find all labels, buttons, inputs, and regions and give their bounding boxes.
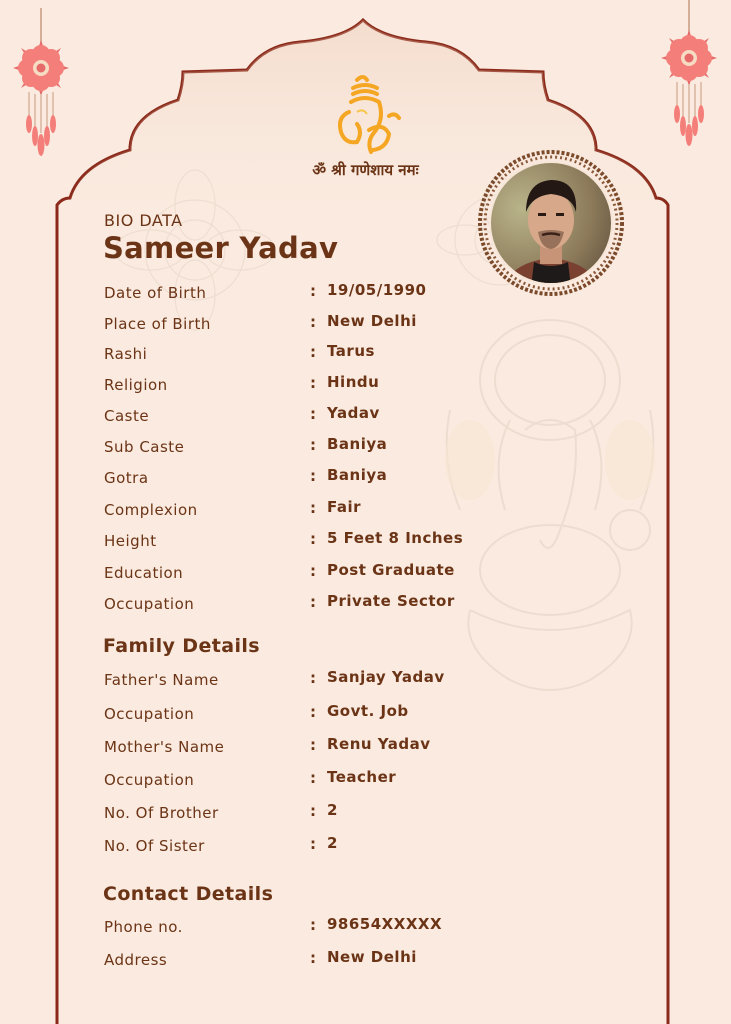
detail-label: Father's Name — [104, 671, 219, 689]
separator: : — [310, 769, 316, 787]
separator: : — [310, 499, 316, 517]
detail-value: Baniya — [327, 435, 388, 453]
detail-label: Rashi — [104, 345, 148, 363]
detail-value: 98654XXXXX — [327, 915, 443, 933]
separator: : — [310, 436, 316, 454]
detail-label: Religion — [104, 376, 168, 394]
detail-value: Yadav — [327, 404, 380, 422]
separator: : — [310, 405, 316, 423]
detail-row — [104, 404, 524, 431]
detail-label: Height — [104, 532, 157, 550]
detail-label: Caste — [104, 407, 150, 425]
detail-value: 2 — [327, 834, 338, 852]
detail-row — [104, 948, 524, 975]
separator: : — [310, 593, 316, 611]
detail-label: No. Of Brother — [104, 804, 219, 822]
bio-data-label: BIO DATA — [104, 211, 183, 230]
detail-label: Mother's Name — [104, 738, 225, 756]
separator: : — [310, 835, 316, 853]
detail-row — [104, 735, 524, 762]
detail-value: Private Sector — [327, 592, 455, 610]
detail-label: Gotra — [104, 469, 149, 487]
separator: : — [310, 916, 316, 934]
detail-row — [104, 668, 524, 695]
separator: : — [310, 374, 316, 392]
detail-row — [104, 702, 524, 729]
detail-value: 2 — [327, 801, 338, 819]
detail-label: Education — [104, 564, 184, 582]
candidate-name: Sameer Yadav — [103, 231, 339, 265]
ganesha-mantra: ॐ श्री गणेशाय नमः — [312, 161, 419, 179]
detail-row — [104, 498, 524, 525]
hanging-flower-ornament-right — [656, 0, 722, 160]
profile-photo — [478, 150, 624, 296]
detail-row — [104, 801, 524, 828]
hanging-flower-ornament-left — [8, 0, 74, 165]
detail-value: Sanjay Yadav — [327, 668, 445, 686]
detail-value: Renu Yadav — [327, 735, 431, 753]
separator: : — [310, 313, 316, 331]
detail-row — [104, 834, 524, 861]
detail-label: Occupation — [104, 705, 195, 723]
detail-value: Hindu — [327, 373, 380, 391]
detail-row — [104, 561, 524, 588]
detail-label: Phone no. — [104, 918, 183, 936]
separator: : — [310, 669, 316, 687]
detail-value: Tarus — [327, 342, 375, 360]
detail-row — [104, 312, 524, 339]
contact-details-heading: Contact Details — [103, 883, 274, 905]
separator: : — [310, 562, 316, 580]
detail-row — [104, 466, 524, 493]
separator: : — [310, 949, 316, 967]
detail-value: Fair — [327, 498, 362, 516]
separator: : — [310, 736, 316, 754]
detail-row — [104, 915, 524, 942]
detail-value: Baniya — [327, 466, 388, 484]
separator: : — [310, 703, 316, 721]
separator: : — [310, 282, 316, 300]
detail-row — [104, 373, 524, 400]
detail-row — [104, 435, 524, 462]
detail-row — [104, 592, 524, 619]
detail-value: Post Graduate — [327, 561, 455, 579]
detail-row — [104, 529, 524, 556]
detail-label: No. Of Sister — [104, 837, 205, 855]
detail-label: Complexion — [104, 501, 198, 519]
detail-value: 19/05/1990 — [327, 281, 427, 299]
separator: : — [310, 530, 316, 548]
detail-value: New Delhi — [327, 948, 417, 966]
detail-label: Occupation — [104, 771, 195, 789]
detail-value: Teacher — [327, 768, 397, 786]
ganesha-logo-icon — [327, 72, 403, 162]
detail-label: Occupation — [104, 595, 195, 613]
detail-label: Address — [104, 951, 168, 969]
family-details-heading: Family Details — [103, 635, 261, 657]
separator: : — [310, 343, 316, 361]
separator: : — [310, 802, 316, 820]
detail-row — [104, 281, 524, 308]
detail-row — [104, 342, 524, 369]
detail-label: Place of Birth — [104, 315, 211, 333]
separator: : — [310, 467, 316, 485]
detail-row — [104, 768, 524, 795]
detail-value: 5 Feet 8 Inches — [327, 529, 464, 547]
detail-value: New Delhi — [327, 312, 417, 330]
detail-label: Sub Caste — [104, 438, 185, 456]
detail-label: Date of Birth — [104, 284, 207, 302]
detail-value: Govt. Job — [327, 702, 409, 720]
